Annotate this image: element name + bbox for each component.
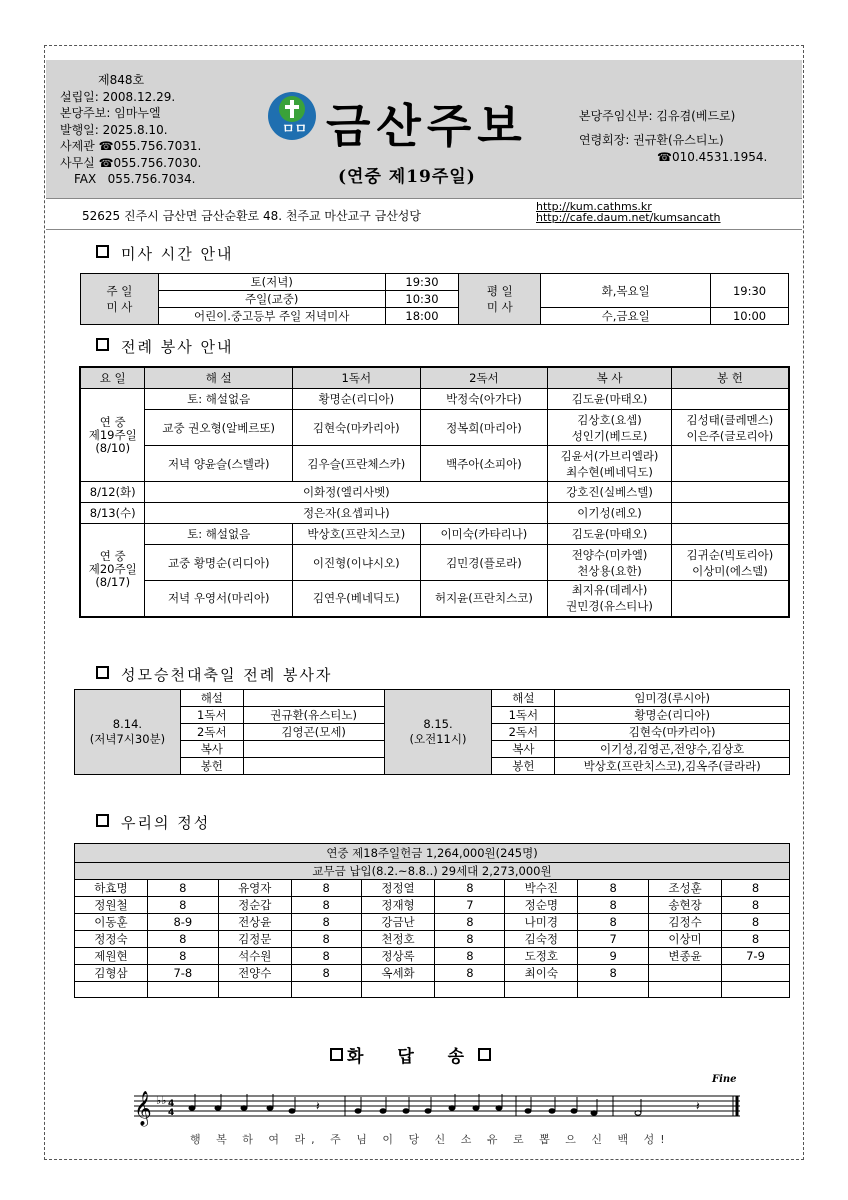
mass-name: 주일(교중) [158, 291, 385, 308]
offering-row [75, 965, 790, 982]
pastor: 본당주임신부: 김유겸(베드로) [579, 109, 736, 123]
sunday-offering-total: 연중 제18주일헌금 1,264,000원(245명) [75, 844, 790, 863]
reader-2: 박정숙(아가다) [420, 389, 548, 410]
header-cell: 2독서 [420, 367, 548, 389]
office-phone: 사무실 ☎055.756.7030. [60, 155, 202, 170]
offering-table [74, 843, 790, 998]
offering-months: 8 [722, 914, 790, 931]
family-name: 김정수 [649, 914, 722, 931]
minister [243, 690, 384, 707]
address-bar [46, 198, 802, 230]
minister [243, 741, 384, 758]
commentator: 저녁 양윤슬(스텔라) [145, 446, 293, 482]
altar-server: 김도윤(마태오) [548, 389, 672, 410]
section-assumption-title: 성모승천대축일 전례 봉사자 [96, 664, 332, 685]
role-label: 1독서 [180, 707, 243, 724]
council-head: 연령회장: 권규환(유스티노) [579, 133, 724, 147]
commentator: 토: 해설없음 [145, 524, 293, 545]
offering-row [75, 897, 790, 914]
family-name: 하효명 [75, 880, 148, 897]
day-label: 8/13(수) [80, 503, 145, 524]
header-cell: 요 일 [80, 367, 145, 389]
reader-1: 이진형(이냐시오) [292, 545, 420, 581]
family-name [218, 982, 291, 998]
svg-text:4: 4 [168, 1099, 175, 1109]
reader-2: 김민경(플로라) [420, 545, 548, 581]
offering-months: 7-8 [147, 965, 218, 982]
altar-server: 강호진(실베스텔) [548, 482, 672, 503]
website-link[interactable]: http://kum.cathms.kr [536, 200, 652, 213]
family-name: 이상미 [649, 931, 722, 948]
minister: 이기성,김영곤,전양수,김상호 [555, 741, 790, 758]
commentator: 교중 권오형(알베르또) [145, 410, 293, 446]
family-name [75, 982, 148, 998]
reader: 정은자(요셉피나) [145, 503, 548, 524]
fax-number: FAX 055.756.7034. [74, 172, 196, 186]
role-label: 봉헌 [180, 758, 243, 775]
offertory: 김성태(클레멘스) 이은주(글로리아) [671, 410, 789, 446]
day-label: 연 중 제20주일 (8/17) [80, 524, 145, 617]
offering-months [722, 982, 790, 998]
minister: 박상호(프란치스코),김옥주(글라라) [555, 758, 790, 775]
offertory [671, 446, 789, 482]
day-label: 연 중 제19주일 (8/10) [80, 389, 145, 482]
offertory [671, 389, 789, 410]
mass-time: 19:30 [385, 274, 459, 291]
square-icon [96, 245, 109, 258]
mass-time: 10:30 [385, 291, 459, 308]
family-name: 조성훈 [649, 880, 722, 897]
assumption-day-label: 8.15. (오전11시) [384, 690, 492, 775]
mass-schedule-table [80, 273, 789, 325]
offering-months: 8 [291, 965, 361, 982]
offering-months: 8 [291, 948, 361, 965]
offering-months: 9 [578, 948, 649, 965]
section-offering-title: 우리의 정성 [96, 812, 210, 833]
family-name: 정순명 [505, 897, 578, 914]
family-name [649, 965, 722, 982]
header-cell: 1독서 [292, 367, 420, 389]
family-name: 강금난 [361, 914, 435, 931]
reader-1: 김현숙(마카리아) [292, 410, 420, 446]
issue-number: 제848호 [98, 73, 145, 87]
family-name [361, 982, 435, 998]
square-icon [96, 338, 109, 351]
mass-time: 18:00 [385, 308, 459, 325]
role-label: 2독서 [492, 724, 555, 741]
family-name: 정순갑 [218, 897, 291, 914]
offertory [671, 482, 789, 503]
svg-text:𝄽: 𝄽 [696, 1099, 700, 1113]
fine-mark: Fine [712, 1074, 737, 1085]
altar-server: 김윤서(가브리엘라) 최수현(베네딕도) [548, 446, 672, 482]
cafe-link[interactable]: http://cafe.daum.net/kumsancath [536, 211, 721, 224]
square-icon [330, 1048, 343, 1061]
reader-1: 김연우(베네딕도) [292, 581, 420, 617]
offertory [671, 503, 789, 524]
header-cell: 봉 헌 [671, 367, 789, 389]
weekday-name: 수,금요일 [541, 308, 711, 325]
role-label: 복사 [492, 741, 555, 758]
header-cell: 해 설 [145, 367, 293, 389]
family-name: 제원현 [75, 948, 148, 965]
offering-months: 8 [435, 914, 505, 931]
bulletin-subtitle: (연중 제19주일) [338, 167, 476, 187]
offering-months: 8 [578, 897, 649, 914]
reader-1: 황명순(리디아) [292, 389, 420, 410]
logo-text: ㅁㅁ [282, 122, 308, 137]
role-label: 해설 [180, 690, 243, 707]
offering-row [75, 982, 790, 998]
offering-row [75, 914, 790, 931]
square-icon [96, 814, 109, 827]
family-name: 도정호 [505, 948, 578, 965]
commentator: 교중 황명순(리디아) [145, 545, 293, 581]
offering-months: 8 [435, 965, 505, 982]
offering-months [147, 982, 218, 998]
offering-months: 8 [435, 880, 505, 897]
offering-months [578, 982, 649, 998]
header-cell: 복 사 [548, 367, 672, 389]
family-name: 전양수 [218, 965, 291, 982]
svg-text:𝄞: 𝄞 [134, 1091, 152, 1126]
offering-months: 8 [147, 897, 218, 914]
psalm-title: 화 답 송 [330, 1042, 491, 1067]
family-name: 정상록 [361, 948, 435, 965]
assumption-service-table [74, 689, 790, 775]
rectory-phone: 사제관 ☎055.756.7031. [60, 139, 202, 153]
altar-server: 최지유(데레사) 권민경(유스티나) [548, 581, 672, 617]
reader-2: 백주아(소피아) [420, 446, 548, 482]
established-date: 설립일: 2008.12.29. [60, 89, 176, 104]
bulletin-title: 금산주보 [326, 99, 528, 153]
mass-name: 토(저녁) [158, 274, 385, 291]
offering-months: 8 [291, 880, 361, 897]
role-label: 1독서 [492, 707, 555, 724]
family-name: 석수원 [218, 948, 291, 965]
bulletin-header [46, 60, 802, 198]
parish-address: 52625 진주시 금산면 금산순환로 48. 천주교 마산교구 금산성당 [82, 209, 421, 223]
role-label: 2독서 [180, 724, 243, 741]
family-name: 김정문 [218, 931, 291, 948]
offering-months: 8 [578, 880, 649, 897]
svg-text:♭♭: ♭♭ [156, 1094, 167, 1107]
square-icon [478, 1048, 491, 1061]
role-label: 복사 [180, 741, 243, 758]
role-label: 봉헌 [492, 758, 555, 775]
family-name: 전상윤 [218, 914, 291, 931]
family-name [649, 982, 722, 998]
offertory [671, 524, 789, 545]
header-contacts [579, 108, 767, 166]
section-mass-title: 미사 시간 안내 [96, 243, 233, 264]
family-name: 유영자 [218, 880, 291, 897]
family-name: 송현장 [649, 897, 722, 914]
family-name: 박수진 [505, 880, 578, 897]
music-staff [128, 1082, 740, 1128]
offering-months: 8 [291, 931, 361, 948]
family-name: 이동훈 [75, 914, 148, 931]
weekday-time: 10:00 [711, 308, 789, 325]
liturgy-service-table [79, 366, 790, 618]
altar-server: 김도윤(마태오) [548, 524, 672, 545]
offering-months: 8 [291, 914, 361, 931]
publish-date: 발행일: 2025.8.10. [60, 122, 168, 137]
weekday-name: 화,목요일 [541, 274, 711, 308]
family-name: 김숙정 [505, 931, 578, 948]
family-name: 정원철 [75, 897, 148, 914]
offering-months: 7 [435, 897, 505, 914]
patron: 본당주보: 임마누엘 [60, 106, 161, 120]
header-info [60, 72, 201, 188]
family-name: 정정열 [361, 880, 435, 897]
offering-row [75, 931, 790, 948]
family-name: 정재형 [361, 897, 435, 914]
offering-months [722, 965, 790, 982]
family-name: 변종윤 [649, 948, 722, 965]
mass-name: 어린이.중고등부 주일 저녁미사 [158, 308, 385, 325]
offering-months: 8-9 [147, 914, 218, 931]
minister: 김현숙(마카리아) [555, 724, 790, 741]
svg-text:𝄽: 𝄽 [316, 1099, 320, 1113]
council-phone: ☎010.4531.1954. [657, 150, 768, 164]
website-links [536, 201, 721, 223]
offering-months [435, 982, 505, 998]
offering-months: 8 [722, 931, 790, 948]
family-name: 정정숙 [75, 931, 148, 948]
reader-2: 정복희(마리아) [420, 410, 548, 446]
commentator: 저녁 우영서(마리아) [145, 581, 293, 617]
offering-row [75, 948, 790, 965]
altar-server: 전양수(미카엘) 천상용(요한) [548, 545, 672, 581]
commentator: 토: 해설없음 [145, 389, 293, 410]
family-name: 옥세화 [361, 965, 435, 982]
assumption-eve-label: 8.14. (저녁7시30분) [75, 690, 181, 775]
day-label: 8/12(화) [80, 482, 145, 503]
svg-text:4: 4 [168, 1108, 175, 1118]
offering-months: 8 [147, 880, 218, 897]
offering-row [75, 880, 790, 897]
altar-server: 이기성(레오) [548, 503, 672, 524]
offering-months: 8 [147, 948, 218, 965]
offering-months: 7 [578, 931, 649, 948]
offering-months: 8 [578, 965, 649, 982]
offering-months: 8 [722, 897, 790, 914]
offering-months: 8 [147, 931, 218, 948]
psalm-lyrics: 행 복 하 여 라, 주 님 이 당 신 소 유 로 뽑 으 신 백 성! [190, 1133, 671, 1146]
reader-2: 이미숙(카타리나) [420, 524, 548, 545]
offering-months: 8 [291, 897, 361, 914]
weekday-mass-label: 평 일 미 사 [459, 274, 541, 325]
family-name: 나미경 [505, 914, 578, 931]
family-name: 최이숙 [505, 965, 578, 982]
altar-server: 김상호(요셉) 성인기(베드로) [548, 410, 672, 446]
square-icon [96, 666, 109, 679]
family-name: 김형삼 [75, 965, 148, 982]
minister: 황명순(리디아) [555, 707, 790, 724]
offering-months: 8 [578, 914, 649, 931]
offering-months [291, 982, 361, 998]
section-service-title: 전례 봉사 안내 [96, 336, 233, 357]
offering-months: 8 [722, 880, 790, 897]
dues-total: 교무금 납입(8.2.~8.8..) 29세대 2,273,000원 [75, 863, 790, 880]
reader: 이화정(엘리사벳) [145, 482, 548, 503]
sunday-mass-label: 주 일 미 사 [81, 274, 159, 325]
family-name [505, 982, 578, 998]
offering-months: 7-9 [722, 948, 790, 965]
offering-months: 8 [435, 948, 505, 965]
family-name: 천정호 [361, 931, 435, 948]
reader-2: 허지윤(프란치스코) [420, 581, 548, 617]
reader-1: 김우슬(프란체스카) [292, 446, 420, 482]
minister: 권규환(유스티노) [243, 707, 384, 724]
offertory [671, 581, 789, 617]
minister [243, 758, 384, 775]
offering-months: 8 [435, 931, 505, 948]
offertory: 김귀순(빅토리아) 이상미(에스델) [671, 545, 789, 581]
role-label: 해설 [492, 690, 555, 707]
weekday-time: 19:30 [711, 274, 789, 308]
reader-1: 박상호(프란치스코) [292, 524, 420, 545]
minister: 김영곤(모세) [243, 724, 384, 741]
minister: 임미경(루시아) [555, 690, 790, 707]
